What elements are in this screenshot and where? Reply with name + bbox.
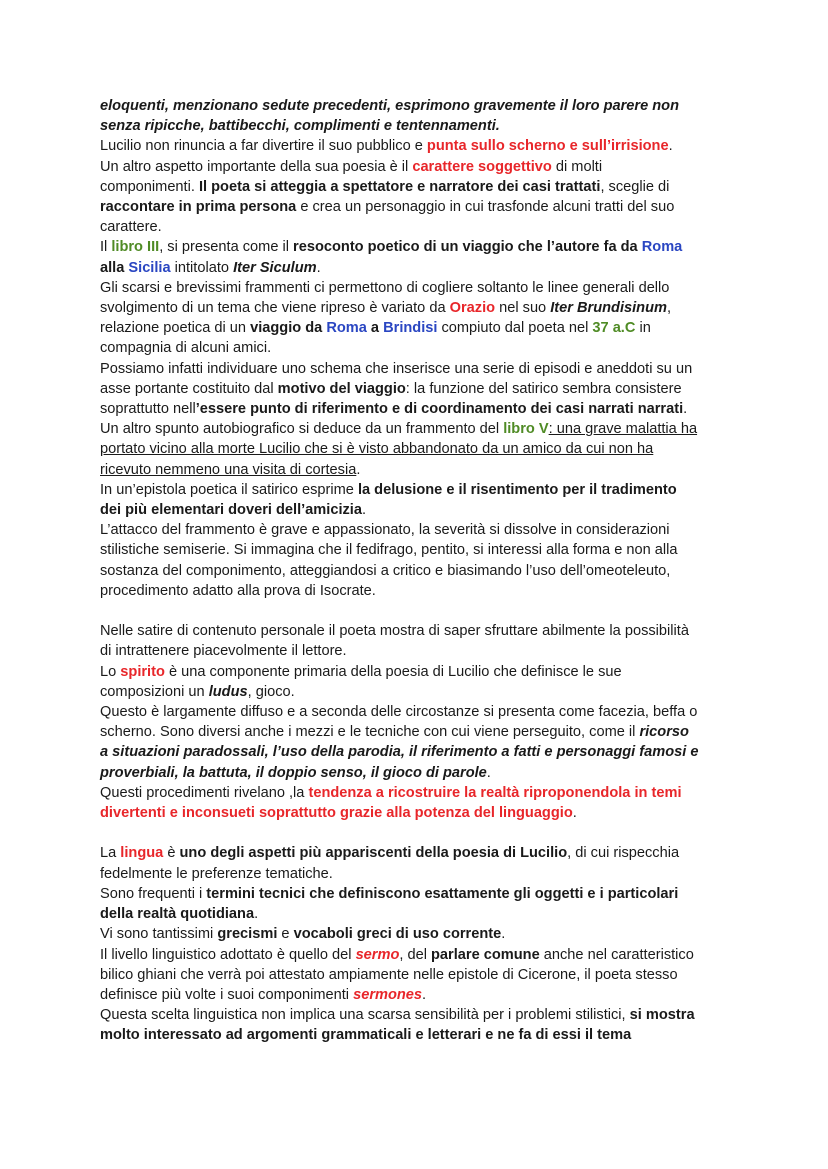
text-run: , del [399,946,432,963]
text-run: motivo del viaggio [277,380,406,397]
text-run: di intrattenere piacevolmente il lettore. [100,643,347,660]
text-run: definisce più volte i suoi componimenti [100,986,354,1003]
text-line [100,460,740,480]
text-line [100,702,740,722]
text-line [100,641,740,661]
text-run: La [100,845,121,862]
text-run: parlare comune [431,946,540,963]
text-run: . [501,926,506,943]
text-line [100,116,740,136]
text-run: procedimento adatto alla prova di Isocrate. [100,582,376,599]
text-run: . [361,502,367,519]
text-run: viaggio da [250,320,327,337]
text-run: Il poeta si atteggia a spettatore e narratore dei casi trattati [198,178,601,195]
text-run: Roma [326,320,367,337]
document-page [100,96,740,1046]
text-run: dei più elementari doveri dell’amicizia [100,502,362,519]
text-line [100,136,740,156]
text-line [100,500,740,520]
text-run: . [668,138,673,155]
text-line [100,338,740,358]
text-run: : la funzione del satirico sembra consistere [405,380,682,397]
text-run: e [277,926,294,943]
text-run: Un altro aspetto importante della sua poesia è il [100,158,413,175]
text-run: . [254,906,259,923]
text-run: Orazio [449,300,496,317]
text-run: raccontare in prima persona [100,199,297,216]
text-run: la delusione e il risentimento per il tradimento [357,481,677,498]
text-run: proverbiali, la battuta, il doppio senso, il gioco di parole [100,764,487,781]
text-line [100,318,740,338]
text-line [100,763,740,783]
text-run: punta sullo scherno e sull’irrisione [426,138,669,155]
text-run: ricorso [639,724,689,741]
text-run: sostanza del componimento, atteggiandosi a critico e biasimando l’uso dell’omeoteleuto, [100,562,671,579]
text-line [100,278,740,298]
text-line [100,197,740,217]
text-line [100,157,740,177]
text-line [100,96,740,116]
text-run: anche nel caratteristico [539,946,694,963]
text-line [100,520,740,540]
text-run: Il [100,239,112,256]
text-run: Lucilio non rinuncia a far divertire il suo pubblico e [100,138,427,155]
text-run: Iter Brundisinum [550,300,667,317]
text-line [100,803,740,823]
text-run: resoconto poetico di un viaggio che l’autore fa da [293,239,642,256]
text-run: relazione poetica di un [100,320,251,337]
text-line [100,258,740,278]
text-run: Iter Siculum [233,259,317,276]
text-run: e crea un personaggio in cui trasfonde alcuni tratti del suo [296,199,675,216]
text-line [100,662,740,682]
text-line [100,985,740,1005]
text-run: ’essere punto di riferimento e di coordinamento dei casi narrati narrati [195,401,684,418]
text-run: componimenti. [100,178,199,195]
text-run: si mostra [629,1007,695,1024]
text-run: , sceglie di [600,178,670,195]
text-run: sermones [353,986,423,1003]
text-line [100,298,740,318]
text-line [100,379,740,399]
text-run: . [356,461,361,478]
text-run: Questi procedimenti rivelano ,la [100,784,309,801]
text-run: composizioni un [100,683,209,700]
text-run: Roma [641,239,683,256]
text-run: 37 a.C [592,320,636,337]
text-run: sermo [355,946,400,963]
text-run: fedelmente le preferenze tematiche. [100,865,333,882]
text-line [100,1005,740,1025]
text-run: spirito [120,663,165,680]
text-run: Sono frequenti i [100,885,207,902]
text-line [100,682,740,702]
blank-line [100,601,740,621]
text-run: . [316,259,321,276]
text-line [100,419,740,439]
text-run: asse portante costituito dal [100,380,278,397]
text-run: compiuto dal poeta nel [437,320,593,337]
text-line [100,904,740,924]
text-run: , gioco. [247,683,295,700]
text-run: vocaboli greci di uso corrente [293,926,502,943]
text-run: uno degli aspetti più appariscenti della poesia di Lucilio [179,845,568,862]
text-run: bilico ghiani che verrà poi attestato ampiamente nelle epistole di Cicerone, il poeta stesso [100,966,678,983]
text-run: intitolato [170,259,234,276]
text-line [100,884,740,904]
text-line [100,722,740,742]
text-run: Lo [100,663,121,680]
text-line [100,783,740,803]
text-run: Questo è largamente diffuso e a seconda delle circostanze si presenta come facezia, beffa o [100,704,698,721]
text-run: Brindisi [383,320,438,337]
text-run: lingua [120,845,164,862]
text-run: . [486,764,491,781]
text-run: Sicilia [128,259,171,276]
text-line [100,843,740,863]
text-run: ludus [208,683,248,700]
text-run: compagnia di alcuni amici. [100,340,272,357]
text-run: , si presenta come il [159,239,294,256]
text-run: soprattutto nell [100,401,196,418]
text-run: . [572,805,577,822]
text-line [100,177,740,197]
text-run: : una grave malattia ha [548,421,698,438]
text-line [100,480,740,500]
text-line [100,1025,740,1045]
text-run: senza ripicche, battibecchi, complimenti e tentennamenti. [100,118,500,135]
text-run: Gli scarsi e brevissimi frammenti ci permettono di cogliere soltanto le linee generali dello [100,279,670,296]
text-line [100,581,740,601]
text-line [100,864,740,884]
text-run: nel suo [495,300,551,317]
text-line [100,561,740,581]
text-run: Possiamo infatti individuare uno schema che inserisce una serie di episodi e aneddoti su un [100,360,693,377]
text-run: scherno. Sono diversi anche i mezzi e le tecniche con cui viene perseguito, come il [100,724,640,741]
text-run: tendenza a ricostruire la realtà riproponendola in temi [308,784,682,801]
text-run: divertenti e inconsueti soprattutto grazie alla potenza del linguaggio [100,805,573,822]
text-run: molto interessato ad argomenti grammaticali e letterari e ne fa di essi il tema [100,1027,632,1044]
text-run: della realtà quotidiana [100,906,255,923]
text-line [100,217,740,237]
text-run: , di cui rispecchia [567,845,680,862]
text-run: è [163,845,180,862]
text-run: Un altro spunto autobiografico si deduce da un frammento del [100,421,504,438]
text-run: eloquenti, menzionano sedute precedenti, esprimono gravemente il loro parere non [100,98,679,114]
text-run: Nelle satire di contenuto personale il poeta mostra di saper sfruttare abilmente la possibilità [100,623,689,640]
text-run: libro III [111,239,160,256]
text-run: Questa scelta linguistica non implica una scarsa sensibilità per i problemi stilistici, [100,1007,630,1024]
text-line [100,540,740,560]
text-run: , [667,300,672,317]
text-run: alla [100,259,129,276]
text-run: svolgimento di un tema che viene ripreso è variato da [100,300,450,317]
text-run: in [635,320,651,337]
text-run: Il livello linguistico adottato è quello del [100,946,356,963]
text-line [100,742,740,762]
text-run: ricevuto nemmeno una visita di cortesia [100,461,357,478]
text-line [100,237,740,257]
text-line [100,924,740,944]
text-line [100,359,740,379]
text-line [100,399,740,419]
text-run: In un’epistola poetica il satirico esprime [100,481,358,498]
text-run: Vi sono tantissimi [100,926,218,943]
text-run: carattere. [100,219,162,236]
text-line [100,621,740,641]
text-run: a [366,320,384,337]
text-run: portato vicino alla morte Lucilio che si è visto abbandonato da un amico da cui non ha [100,441,654,458]
text-line [100,945,740,965]
text-run: di molti [551,158,603,175]
text-run: a situazioni paradossali, l’uso della parodia, il riferimento a fatti e personaggi famosi e [100,744,699,761]
text-run: termini tecnici che definiscono esattamente gli oggetti e i particolari [206,885,679,902]
text-run: . [422,986,427,1003]
blank-line [100,823,740,843]
text-run: stilistiche semiserie. Si immagina che il fedifrago, pentito, si interessi alla forma e non alla [100,542,678,559]
text-line [100,439,740,459]
text-run: grecismi [217,926,278,943]
text-run: . [683,401,688,418]
text-run: libro V [503,421,549,438]
text-run: carattere soggettivo [412,158,552,175]
text-run: L’attacco del frammento è grave e appassionato, la severità si dissolve in considerazioni [100,522,670,539]
text-run: è una componente primaria della poesia di Lucilio che definisce le sue [164,663,622,680]
text-line [100,965,740,985]
